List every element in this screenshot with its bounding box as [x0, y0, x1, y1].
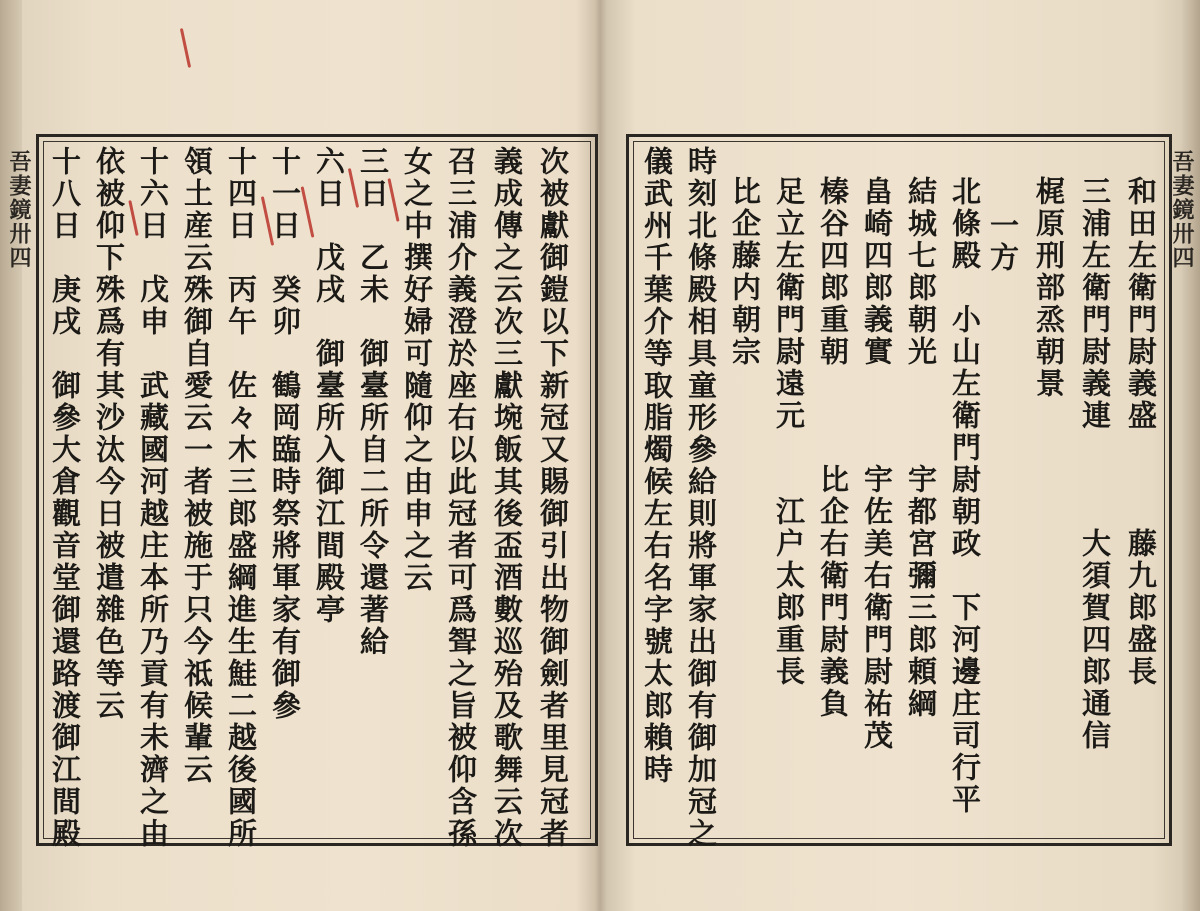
right-column-3: 梶原刑部烝朝景: [1032, 176, 1066, 400]
left-column-12: 十八日 庚戌 御參大倉觀音堂御還路渡御江間殿: [48, 146, 82, 850]
red-ink-mark: [180, 28, 191, 68]
right-column-11: 時刻北條殿相具童形參給則將軍家出御有御加冠之: [684, 146, 718, 850]
left-column-11: 依被仰下殊爲有其沙汰今日被遣雜色等云: [92, 146, 126, 722]
left-column-5: 三日 乙未 御臺所自二所令還著給: [356, 146, 390, 658]
right-column-7: 畠崎四郎義實 宇佐美右衛門尉祐茂: [860, 176, 894, 752]
left-column-3: 召三浦介義澄於座右以此冠者可爲聟之旨被仰含孫: [444, 146, 478, 850]
left-column-7: 十一日 癸卯 鶴岡臨時祭將軍家有御參: [268, 146, 302, 722]
right-column-4: 一方: [986, 210, 1020, 274]
right-column-2: 三浦左衛門尉義連 大須賀四郎通信: [1078, 176, 1112, 752]
right-column-6: 結城七郎朝光 宇都宮彌三郎頼綱: [904, 176, 938, 720]
right-column-9: 足立左衛門尉遠元 江户太郎重長: [772, 176, 806, 688]
left-margin-title: 吾妻鏡卅四: [6, 150, 32, 270]
left-column-9: 領土産云殊御自愛云一者被施于只今祗候輩云: [180, 146, 214, 786]
right-column-1: 和田左衛門尉義盛 藤九郎盛長: [1124, 176, 1158, 688]
left-column-10: 十六日 戊申 武藏國河越庄本所乃貢有未濟之由: [136, 146, 170, 850]
left-column-2: 義成傳之云次三獻埦飯其後盃酒數巡殆及歌舞云次: [490, 146, 524, 850]
right-column-8: 榛谷四郎重朝 比企右衛門尉義負: [816, 176, 850, 720]
left-page-edge: [0, 0, 22, 911]
right-column-10: 比企藤内朝宗: [728, 176, 762, 368]
right-column-12: 儀武州千葉介等取脂燭候左右名字號太郎賴時: [640, 146, 674, 786]
left-column-4: 女之中撰好婦可隨仰之由申之云: [400, 146, 434, 594]
right-page-edge: [1182, 0, 1200, 911]
right-margin-title: 吾妻鏡卅四: [1169, 150, 1195, 270]
right-column-5: 北條殿 小山左衛門尉朝政 下河邊庄司行平: [948, 176, 982, 816]
left-column-8: 十四日 丙午 佐々木三郎盛綱進生鮭二越後國所: [224, 146, 258, 850]
left-column-1: 次被獻御鎧以下新冠又賜御引出物御劍者里見冠者: [536, 146, 570, 850]
left-column-6: 六日 戊戌 御臺所入御江間殿亭: [312, 146, 346, 626]
